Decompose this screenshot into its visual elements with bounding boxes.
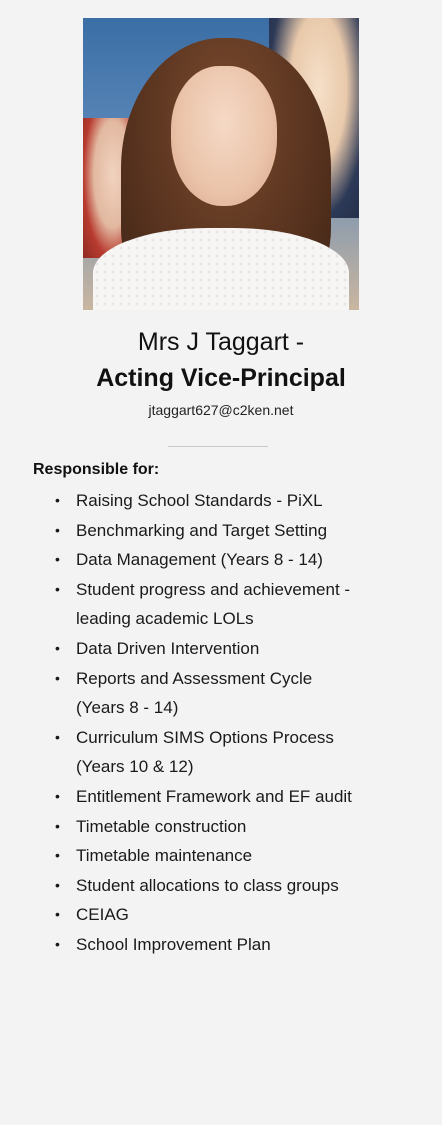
bullet-icon: • bbox=[55, 551, 60, 568]
bullet-icon: • bbox=[55, 492, 60, 508]
bullet-icon: • bbox=[55, 728, 60, 745]
responsibility-item bbox=[0, 634, 396, 664]
responsibility-item bbox=[0, 930, 396, 960]
responsibility-text: Curriculum SIMS Options Process bbox=[76, 727, 334, 747]
responsibility-text: Student allocations to class groups bbox=[76, 875, 339, 895]
responsibility-item bbox=[0, 545, 396, 575]
responsibility-item bbox=[0, 782, 396, 812]
responsibility-text: Entitlement Framework and EF audit bbox=[76, 786, 352, 806]
responsibility-item bbox=[0, 664, 396, 723]
responsibility-text: Student progress and achievement - bbox=[76, 579, 351, 599]
profile-photo bbox=[83, 18, 359, 310]
bullet-icon: • bbox=[55, 935, 60, 952]
responsibility-text: Timetable maintenance bbox=[76, 846, 253, 866]
staff-email: jtaggart627@c2ken.net bbox=[148, 402, 294, 418]
responsibility-item bbox=[0, 516, 396, 546]
bullet-icon: • bbox=[55, 906, 60, 923]
responsibility-text: Data Management (Years 8 - 14) bbox=[76, 550, 323, 570]
bullet-icon: • bbox=[55, 787, 60, 804]
responsibility-text: leading academic LOLs bbox=[76, 609, 254, 629]
responsibility-text: Benchmarking and Target Setting bbox=[76, 520, 328, 540]
responsibility-item bbox=[0, 486, 396, 516]
responsibility-item bbox=[0, 900, 396, 930]
bullet-icon: • bbox=[55, 817, 60, 834]
bullet-icon: • bbox=[55, 669, 60, 686]
staff-role: Acting Vice-Principal bbox=[96, 364, 346, 392]
responsibility-text: Reports and Assessment Cycle bbox=[76, 668, 313, 688]
responsibilities-heading: Responsible for: bbox=[33, 461, 160, 478]
responsibility-text: Data Driven Intervention bbox=[76, 638, 260, 658]
responsibility-item bbox=[0, 871, 396, 901]
bullet-icon: • bbox=[55, 876, 60, 893]
responsibility-text: Timetable construction bbox=[76, 816, 247, 836]
bullet-icon: • bbox=[55, 521, 60, 538]
responsibility-text: (Years 10 & 12) bbox=[76, 757, 194, 777]
bullet-icon: • bbox=[55, 639, 60, 656]
responsibility-text: CEIAG bbox=[76, 905, 129, 925]
photo-shirt bbox=[93, 228, 349, 310]
staff-name: Mrs J Taggart - bbox=[137, 328, 305, 356]
responsibility-text: Raising School Standards - PiXL bbox=[76, 491, 323, 510]
responsibility-item bbox=[0, 723, 396, 782]
responsibility-text: (Years 8 - 14) bbox=[76, 698, 179, 718]
bullet-icon: • bbox=[55, 847, 60, 864]
section-divider bbox=[168, 446, 268, 447]
responsibility-item bbox=[0, 841, 396, 871]
responsibility-text: School Improvement Plan bbox=[76, 934, 271, 954]
bullet-icon: • bbox=[55, 580, 60, 597]
responsibilities-list bbox=[0, 486, 396, 960]
responsibility-item bbox=[0, 575, 396, 634]
responsibility-item bbox=[0, 812, 396, 842]
photo-face bbox=[171, 66, 277, 206]
